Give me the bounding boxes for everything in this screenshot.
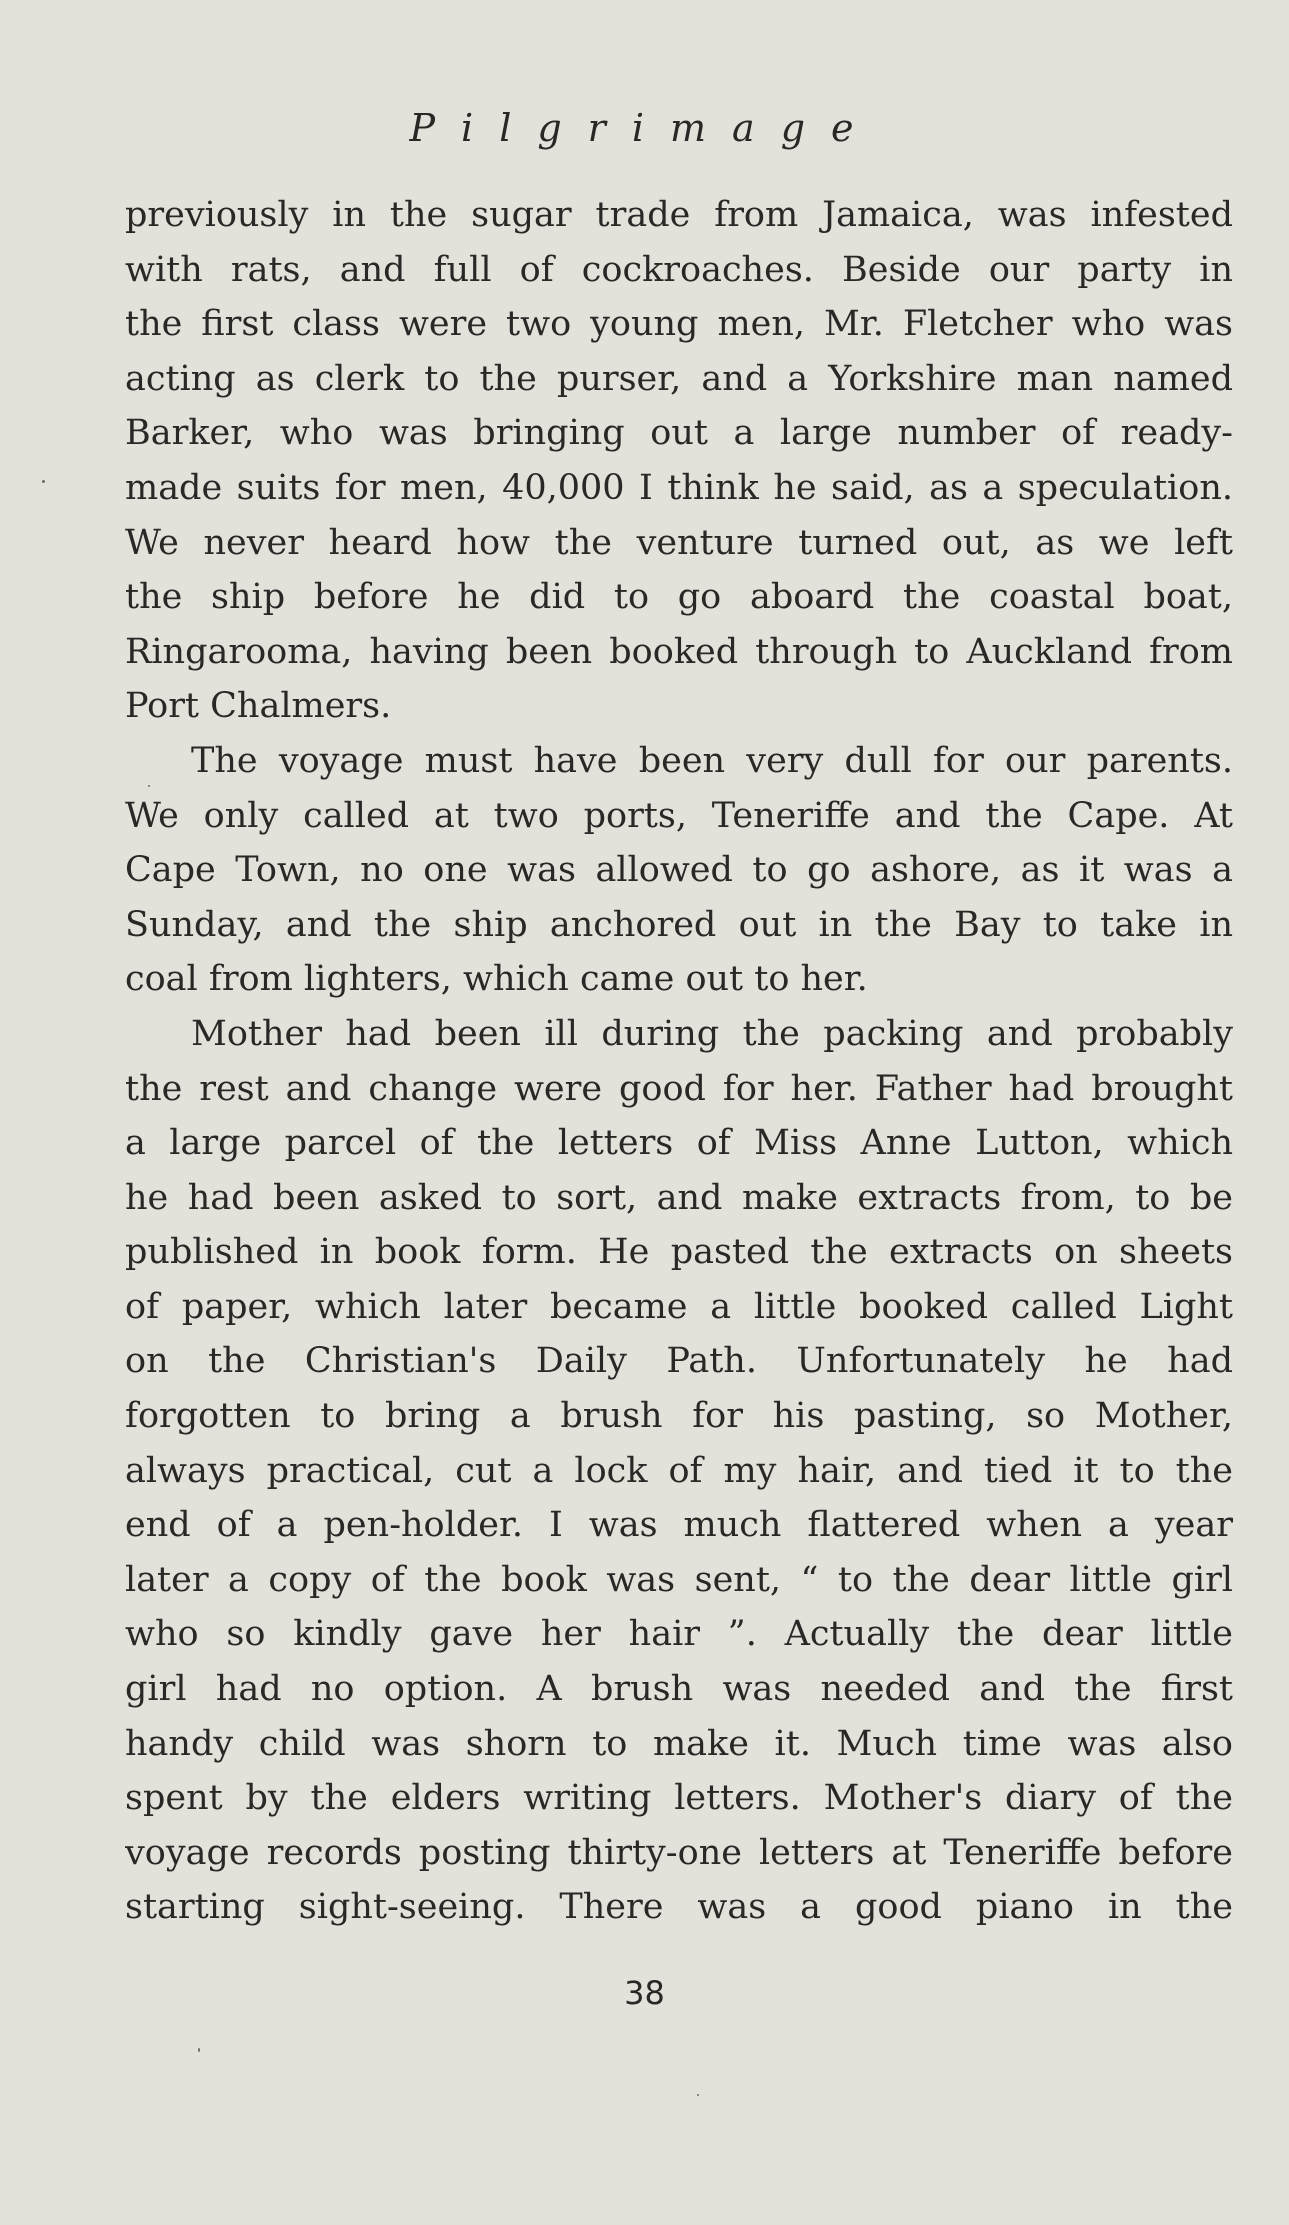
text-line: We only called at two ports, Teneriffe and the Cape. At: [125, 795, 1233, 836]
text-line: of paper, which later became a little booked called Light: [125, 1286, 1233, 1327]
text-line: Cape Town, no one was allowed to go ashore, as it was a: [125, 850, 1233, 891]
text-line: always practical, cut a lock of my hair, and tied it to the: [125, 1450, 1233, 1491]
paragraph: [125, 734, 1233, 1007]
text-line: the first class were two young men, Mr. Fletcher who was: [125, 304, 1233, 345]
body-text: [125, 188, 1233, 1935]
text-line: on the Christian's Daily Path. Unfortunately he had: [125, 1341, 1233, 1382]
text-line: coal from lighters, which came out to her.: [125, 959, 868, 1000]
text-line: later a copy of the book was sent, “ to the dear little girl: [125, 1559, 1233, 1600]
text-line: the rest and change were good for her. Father had brought: [125, 1068, 1233, 1109]
text-line: the ship before he did to go aboard the coastal boat,: [125, 577, 1233, 618]
text-line: Ringarooma, having been booked through to Auckland from: [125, 631, 1233, 672]
text-line: acting as clerk to the purser, and a Yorkshire man named: [125, 358, 1233, 399]
paper-speck: [42, 480, 45, 483]
text-line: girl had no option. A brush was needed and the first: [125, 1669, 1233, 1710]
text-line: Barker, who was bringing out a large number of ready-: [125, 413, 1233, 454]
paragraph: [125, 1007, 1233, 1935]
text-line: with rats, and full of cockroaches. Beside our party in: [125, 249, 1233, 290]
text-line: end of a pen-holder. I was much flattered when a year: [125, 1505, 1233, 1546]
text-line: previously in the sugar trade from Jamaica, was infested: [125, 195, 1233, 235]
page-number: 38: [624, 1974, 665, 2012]
running-title: Pilgrimage: [409, 106, 880, 150]
text-line: The voyage must have been very dull for our parents.: [191, 740, 1233, 781]
text-line: We never heard how the venture turned out, as we left: [125, 522, 1233, 563]
text-line: spent by the elders writing letters. Mother's diary of the: [125, 1778, 1233, 1819]
paper-speck: [697, 2094, 699, 2096]
paragraph: [125, 188, 1233, 734]
paper-speck: [148, 785, 150, 787]
text-line: Sunday, and the ship anchored out in the Bay to take in: [125, 904, 1233, 945]
text-line: starting sight-seeing. There was a good piano in the: [125, 1887, 1233, 1928]
text-line: voyage records posting thirty-one letters at Teneriffe before: [125, 1832, 1233, 1873]
text-line: Port Chalmers.: [125, 686, 392, 727]
text-line: Mother had been ill during the packing and probably: [191, 1013, 1233, 1054]
text-line: who so kindly gave her hair ”. Actually the dear little: [125, 1614, 1233, 1655]
text-line: he had been asked to sort, and make extracts from, to be: [125, 1177, 1233, 1218]
text-line: forgotten to bring a brush for his pasting, so Mother,: [125, 1396, 1233, 1437]
text-line: made suits for men, 40,000 I think he said, as a speculation.: [125, 467, 1233, 508]
text-line: a large parcel of the letters of Miss Anne Lutton, which: [125, 1123, 1233, 1164]
paper-speck: [198, 2048, 200, 2052]
text-line: handy child was shorn to make it. Much time was also: [125, 1723, 1233, 1764]
text-line: published in book form. He pasted the extracts on sheets: [125, 1232, 1233, 1273]
